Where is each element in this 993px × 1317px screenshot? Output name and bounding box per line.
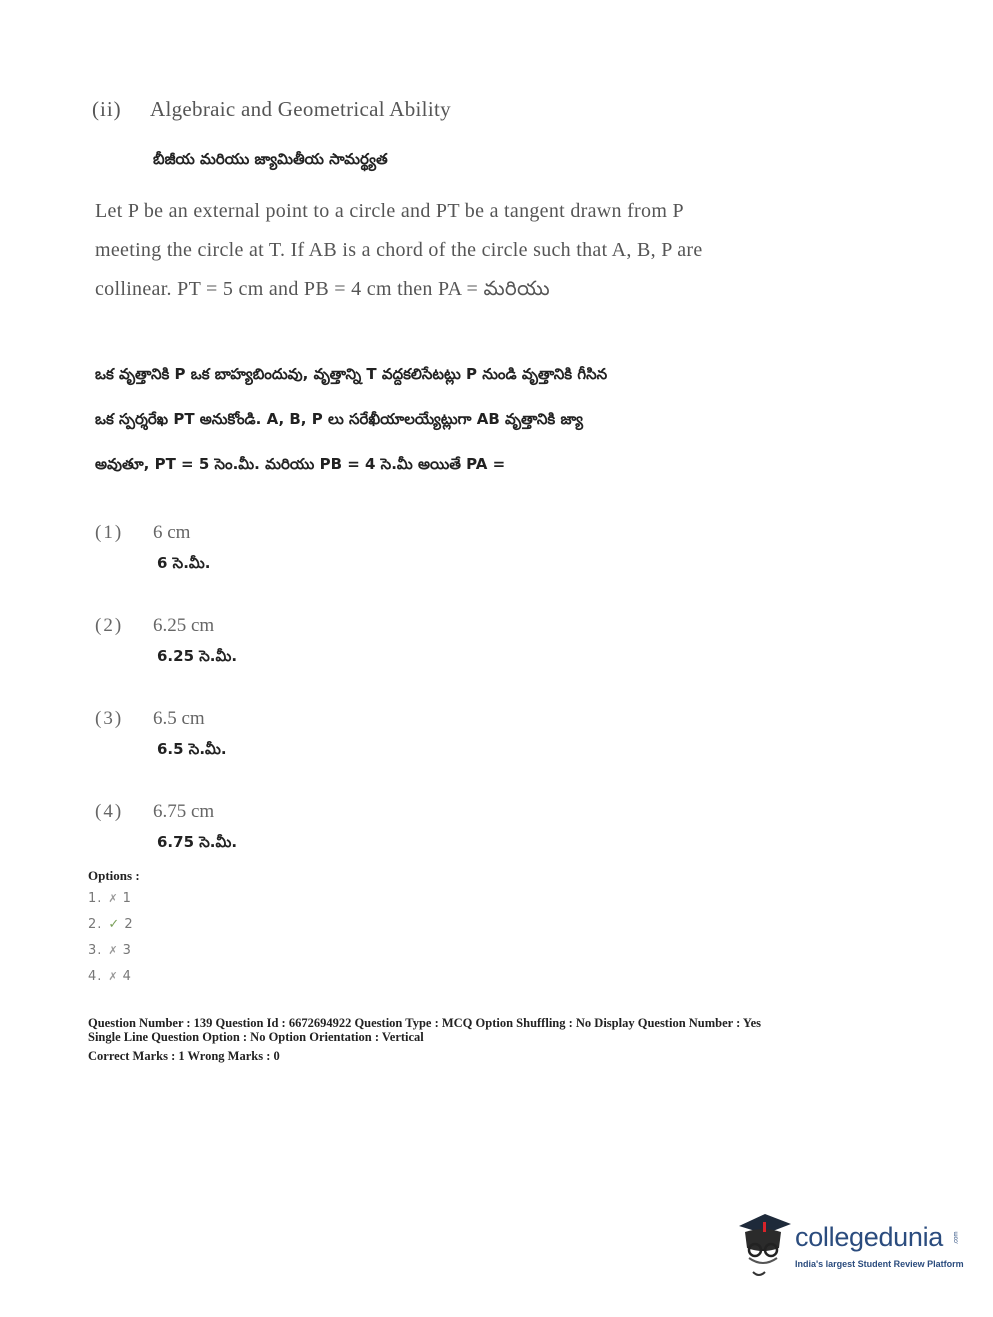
option-number: (2) [95,615,124,636]
options-list-item [88,917,134,932]
cross-icon: ✗ [108,892,119,905]
section-title: Algebraic and Geometrical Ability [150,97,451,121]
option-text-telugu: 6.75 సె.మీ. [157,833,238,851]
question-english [95,192,815,309]
option-value: 3 [122,943,132,958]
options-list-item [88,891,132,906]
option-text-english: 6.5 cm [153,708,205,729]
options-list-item [88,943,132,958]
question-line: అవుతూ, PT = 5 సెం.మీ. మరియు PB = 4 సె.మీ అయితే PA = [95,455,506,473]
section-title-telugu: బీజీయ మరియు జ్యామితీయ సామర్థ్యత [153,150,388,168]
question-meta-line: Single Line Question Option : No Option Orientation : Vertical [88,1030,424,1044]
option-number: (1) [95,522,124,543]
option-text-telugu: 6.25 సె.మీ. [157,647,238,665]
option-text-telugu: 6.5 సె.మీ. [157,740,227,758]
section-number: (ii) [92,97,122,121]
question-line: ఒక వృత్తానికి P ఒక బాహ్యబిందువు, వృత్తాన్ని T వద్దకలిసేటట్లు P నుండి వృత్తానికి గీసిన [95,365,608,383]
option-value: 1 [122,891,132,906]
question-line: collinear. PT = 5 cm and PB = 4 cm then PA = మరియు [95,278,551,300]
question-line: meeting the circle at T. If AB is a chord of the circle such that A, B, P are [95,239,703,261]
question-telugu [95,352,855,487]
option-index: 4. [88,969,103,984]
cross-icon: ✗ [108,970,119,983]
option-text-telugu: 6 సె.మీ. [157,554,211,572]
option-text-english: 6.25 cm [153,615,215,636]
option-text-english: 6.75 cm [153,801,215,822]
option-text-english: 6 cm [153,522,191,543]
question-meta-line: Question Number : 139 Question Id : 6672694922 Question Type : MCQ Option Shuffling : No Display Question Number : Yes [88,1016,761,1030]
cross-icon: ✗ [108,944,119,957]
option-number: (3) [95,708,124,729]
option-number: (4) [95,801,124,822]
collegedunia-mascot-icon [735,1210,793,1280]
check-icon: ✓ [108,917,121,932]
option-index: 1. [88,891,103,906]
option-index: 2. [88,917,103,932]
question-line: Let P be an external point to a circle and PT be a tangent drawn from P [95,200,684,222]
brand-name: collegedunia [795,1222,944,1252]
question-line: ఒక స్పర్శరేఖ PT అనుకోండి. A, B, P లు సరేఖీయాలయ్యేట్లుగా AB వృత్తానికి జ్యా [95,410,584,428]
options-label: Options : [88,868,140,883]
option-value: 2 [124,917,134,932]
option-index: 3. [88,943,103,958]
brand-domain: .com [953,1231,960,1245]
option-value: 4 [122,969,132,984]
options-list-item [88,969,132,984]
marks-meta-line: Correct Marks : 1 Wrong Marks : 0 [88,1049,280,1063]
brand-tagline: India's largest Student Review Platform [795,1259,964,1269]
